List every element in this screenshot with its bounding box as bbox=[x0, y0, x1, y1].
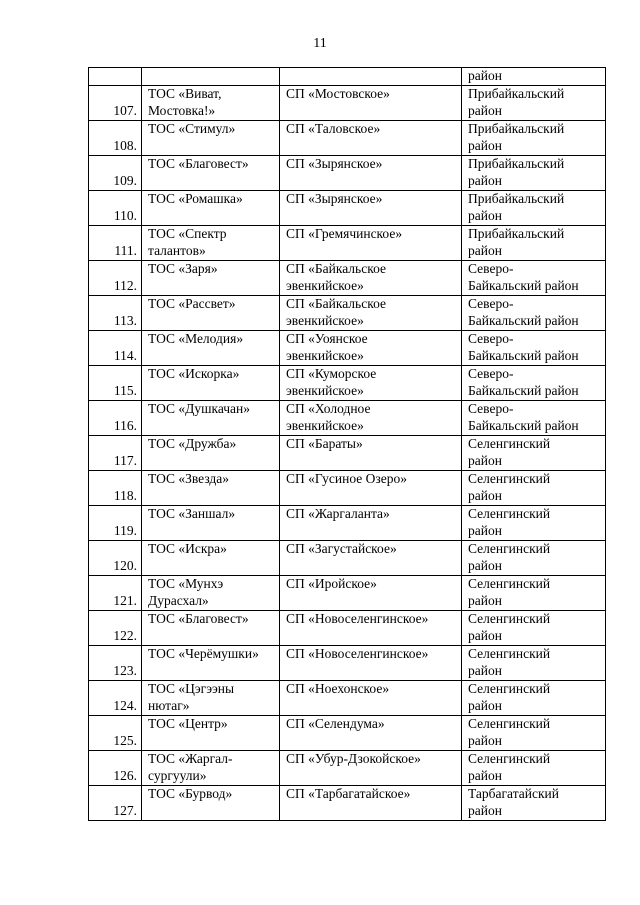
district-cell: Прибайкальский район bbox=[462, 191, 606, 226]
tos-name-cell: ТОС «Заря» bbox=[142, 261, 280, 296]
tos-registry-table bbox=[88, 67, 606, 821]
table-row bbox=[89, 646, 606, 681]
tos-name-cell: ТОС «Благовест» bbox=[142, 156, 280, 191]
row-number-cell: 121. bbox=[89, 576, 142, 611]
settlement-cell: СП «Зырянское» bbox=[280, 156, 462, 191]
district-cell: Прибайкальский район bbox=[462, 86, 606, 121]
settlement-cell: СП «Мостовское» bbox=[280, 86, 462, 121]
settlement-cell: СП «Тарбагатайское» bbox=[280, 786, 462, 821]
row-number-cell: 125. bbox=[89, 716, 142, 751]
table-row bbox=[89, 751, 606, 786]
district-cell: Северо- Байкальский район bbox=[462, 401, 606, 436]
table-row bbox=[89, 86, 606, 121]
row-number-cell: 127. bbox=[89, 786, 142, 821]
row-number-cell: 118. bbox=[89, 471, 142, 506]
tos-name-cell: ТОС «Жаргал- сургуули» bbox=[142, 751, 280, 786]
table-row bbox=[89, 541, 606, 576]
row-number-cell: 124. bbox=[89, 681, 142, 716]
row-number-cell: 111. bbox=[89, 226, 142, 261]
settlement-cell: СП «Байкальское эвенкийское» bbox=[280, 261, 462, 296]
settlement-cell: СП «Новоселенгинское» bbox=[280, 646, 462, 681]
tos-name-cell: ТОС «Мелодия» bbox=[142, 331, 280, 366]
table-row bbox=[89, 436, 606, 471]
district-cell: Селенгинский район bbox=[462, 436, 606, 471]
row-number-cell: 108. bbox=[89, 121, 142, 156]
tos-name-cell: ТОС «Рассвет» bbox=[142, 296, 280, 331]
district-cell: Селенгинский район bbox=[462, 541, 606, 576]
district-cell: Селенгинский район bbox=[462, 611, 606, 646]
tos-name-cell: ТОС «Мунхэ Дурасхал» bbox=[142, 576, 280, 611]
table-row bbox=[89, 261, 606, 296]
settlement-cell: СП «Ноехонское» bbox=[280, 681, 462, 716]
tos-name-cell: ТОС «Цэгээны нютаг» bbox=[142, 681, 280, 716]
row-number-cell: 116. bbox=[89, 401, 142, 436]
row-number-cell: 107. bbox=[89, 86, 142, 121]
tos-name-cell: ТОС «Виват, Мостовка!» bbox=[142, 86, 280, 121]
row-number-cell: 112. bbox=[89, 261, 142, 296]
table-row bbox=[89, 156, 606, 191]
row-number-cell: 120. bbox=[89, 541, 142, 576]
settlement-cell: СП «Иройское» bbox=[280, 576, 462, 611]
table-row bbox=[89, 296, 606, 331]
district-cell: Селенгинский район bbox=[462, 751, 606, 786]
district-cell: район bbox=[462, 68, 606, 86]
district-cell: Селенгинский район bbox=[462, 681, 606, 716]
table-row bbox=[89, 401, 606, 436]
tos-name-cell: ТОС «Бурвод» bbox=[142, 786, 280, 821]
district-cell: Селенгинский район bbox=[462, 646, 606, 681]
district-cell: Прибайкальский район bbox=[462, 156, 606, 191]
settlement-cell: СП «Селендума» bbox=[280, 716, 462, 751]
tos-name-cell: ТОС «Спектр талантов» bbox=[142, 226, 280, 261]
district-cell: Прибайкальский район bbox=[462, 226, 606, 261]
district-cell: Прибайкальский район bbox=[462, 121, 606, 156]
tos-name-cell: ТОС «Искорка» bbox=[142, 366, 280, 401]
tos-name-cell: ТОС «Звезда» bbox=[142, 471, 280, 506]
table-row bbox=[89, 681, 606, 716]
table-row bbox=[89, 191, 606, 226]
settlement-cell: СП «Гремячинское» bbox=[280, 226, 462, 261]
settlement-cell: СП «Жаргаланта» bbox=[280, 506, 462, 541]
district-cell: Северо- Байкальский район bbox=[462, 366, 606, 401]
row-number-cell: 113. bbox=[89, 296, 142, 331]
table-row bbox=[89, 68, 606, 86]
district-cell: Селенгинский район bbox=[462, 716, 606, 751]
settlement-cell: СП «Загустайское» bbox=[280, 541, 462, 576]
tos-name-cell: ТОС «Центр» bbox=[142, 716, 280, 751]
tos-name-cell: ТОС «Искра» bbox=[142, 541, 280, 576]
settlement-cell: СП «Гусиное Озеро» bbox=[280, 471, 462, 506]
row-number-cell: 115. bbox=[89, 366, 142, 401]
table-body bbox=[89, 68, 606, 821]
row-number-cell: 117. bbox=[89, 436, 142, 471]
settlement-cell: СП «Зырянское» bbox=[280, 191, 462, 226]
row-number-cell: 114. bbox=[89, 331, 142, 366]
table-row bbox=[89, 121, 606, 156]
district-cell: Тарбагатайский район bbox=[462, 786, 606, 821]
table-row bbox=[89, 716, 606, 751]
district-cell: Северо- Байкальский район bbox=[462, 296, 606, 331]
tos-name-cell bbox=[142, 68, 280, 86]
settlement-cell: СП «Уоянское эвенкийское» bbox=[280, 331, 462, 366]
table-row bbox=[89, 226, 606, 261]
table-row bbox=[89, 506, 606, 541]
district-cell: Северо- Байкальский район bbox=[462, 261, 606, 296]
district-cell: Селенгинский район bbox=[462, 576, 606, 611]
tos-name-cell: ТОС «Ромашка» bbox=[142, 191, 280, 226]
district-cell: Селенгинский район bbox=[462, 471, 606, 506]
table-row bbox=[89, 331, 606, 366]
settlement-cell bbox=[280, 68, 462, 86]
tos-name-cell: ТОС «Душкачан» bbox=[142, 401, 280, 436]
table-row bbox=[89, 611, 606, 646]
settlement-cell: СП «Убур-Дзокойское» bbox=[280, 751, 462, 786]
settlement-cell: СП «Таловское» bbox=[280, 121, 462, 156]
settlement-cell: СП «Байкальское эвенкийское» bbox=[280, 296, 462, 331]
settlement-cell: СП «Холодное эвенкийское» bbox=[280, 401, 462, 436]
row-number-cell: 109. bbox=[89, 156, 142, 191]
settlement-cell: СП «Куморское эвенкийское» bbox=[280, 366, 462, 401]
row-number-cell bbox=[89, 68, 142, 86]
tos-name-cell: ТОС «Дружба» bbox=[142, 436, 280, 471]
district-cell: Северо- Байкальский район bbox=[462, 331, 606, 366]
table-row bbox=[89, 366, 606, 401]
tos-name-cell: ТОС «Заншал» bbox=[142, 506, 280, 541]
row-number-cell: 110. bbox=[89, 191, 142, 226]
row-number-cell: 123. bbox=[89, 646, 142, 681]
settlement-cell: СП «Бараты» bbox=[280, 436, 462, 471]
table-row bbox=[89, 471, 606, 506]
tos-name-cell: ТОС «Благовест» bbox=[142, 611, 280, 646]
row-number-cell: 122. bbox=[89, 611, 142, 646]
table-row bbox=[89, 786, 606, 821]
row-number-cell: 119. bbox=[89, 506, 142, 541]
row-number-cell: 126. bbox=[89, 751, 142, 786]
tos-name-cell: ТОС «Стимул» bbox=[142, 121, 280, 156]
tos-name-cell: ТОС «Черёмушки» bbox=[142, 646, 280, 681]
settlement-cell: СП «Новоселенгинское» bbox=[280, 611, 462, 646]
page-number: 11 bbox=[313, 36, 327, 51]
table-row bbox=[89, 576, 606, 611]
district-cell: Селенгинский район bbox=[462, 506, 606, 541]
